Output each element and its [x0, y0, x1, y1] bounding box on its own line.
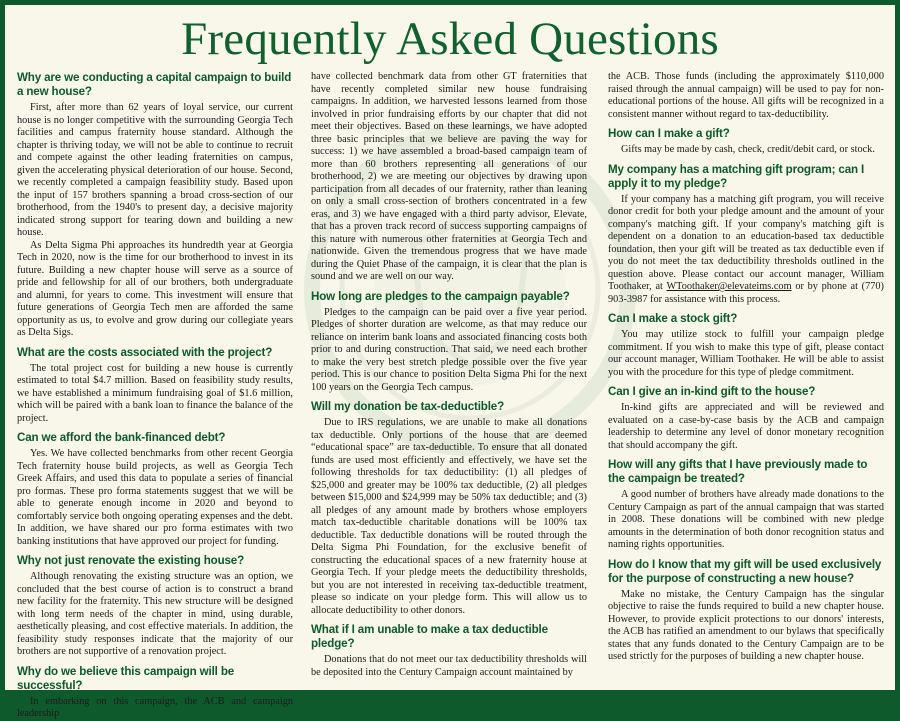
faq-answer-paragraph: A good number of brothers have already made donations to the Century Campaign as part of the annual campaign that was started in 2008. These donations will be combined with new pledge amounts in the determination of both donor recognition status and naming rights opportunities.	[608, 489, 884, 550]
faq-question: My company has a matching gift program; can I apply it to my pledge?	[608, 162, 865, 190]
faq-answer-paragraph: First, after more than 62 years of loyal service, our current house is no longer competitive with the surrounding Georgia Tech facilities and campus fraternity house standard. Although the chapter is thriving today, we will not be able to continue to recruit and compete against the other leading fraternities on campus, given the accelerating physical deterioration of our house. Second, we recently completed a campaign feasibility study. Based upon the input of 157 brothers spanning a broad cross-section of our brotherhood, from the 1940's to present day, a decisive majority indicated strong support for tearing down and building a new house.	[17, 102, 293, 238]
faq-answer-paragraph: Although renovating the existing structure was an option, we concluded that the best course of action is to construct a brand new facility for the fraternity. This new structure will be designed with long term needs of the chapter in mind, using durable, aesthetically pleasing, and cost effective materials. In addition, the feasibility study responses indicate that the majority of our brothers are not supportive of a renovation project.	[17, 571, 293, 657]
faq-answer-paragraph: have collected benchmark data from other GT fraternities that have recently completed similar new house fundraising campaigns. In addition, we harvested lessons learned from those involved in prior fundraising efforts by our chapter that did not meet their objectives. Based on these learnings, we have adopted three basic principles that we believe are paving the way for success: 1) we have assembled a broad-based campaign team of more than 60 brothers representing all generations of our brotherhood, 2) we are meeting our objectives by drawing upon participation from all decades of our fraternity, rather than leaning on only a small cross-section of brothers concentrated in a few eras, and 3) we have engaged with a third party advisor, Elevate, that has a proven track record of success supporting campaigns of this nature with numerous other fraternities at Georgia Tech and nationwide. Given the tremendous progress that we have made during the Quiet Phase of the campaign, it is clear that the plan is sound and we are well on our way.	[311, 71, 587, 282]
faq-answer-paragraph: Gifts may be made by cash, check, credit/debit card, or stock.	[621, 144, 875, 155]
faq-question: How will any gifts that I have previously made to the campaign be treated?	[608, 458, 868, 485]
faq-answer-paragraph: In embarking on this campaign, the ACB and campaign leadership	[17, 695, 293, 719]
faq-answer-paragraph: As Delta Sigma Phi approaches its hundredth year at Georgia Tech in 2020, now is the time for our brotherhood to invest in its future. Building a new chapter house will serve as a source of pride and fellowship for all of our brothers, both undergraduate and alumni, for years to come. This investment will ensure that future generations of Georgia Tech men are afforded the same opportunity as us, to evolve and grow during our collegiate years as Delta Sigs.	[17, 239, 293, 338]
faq-column-3	[608, 71, 884, 664]
faq-answer-paragraph: The total project cost for building a new house is currently estimated to total $4.7 million. Based on feasibility study results, we have established a minimum fundraising goal of $1.6 million, which will be paired with a bank loan to finance the balance of the project.	[17, 362, 293, 424]
faq-question: How long are pledges to the campaign payable?	[311, 289, 570, 303]
faq-answer-paragraph: Yes. We have collected benchmarks from other recent Georgia Tech fraternity house build projects, as well as Georgia Tech Greek Affairs, and used this data to populate a series of financial pro formas. These pro forma statements suggest that we will be able to generate enough income in 2020 and beyond to comfortably service both ongoing operating expenses and the debt. In addition, we have shared our pro forma estimates with two banking institutions that have approved our project for funding.	[17, 448, 293, 547]
faq-answer-paragraph: Due to IRS regulations, we are unable to make all donations tax deductible. Only portions of the house that are deemed “educational space” are tax-deductible. To ensure that all donated funds are used most efficiently and effectively, we have set the following thresholds for tax deductibility: (1) all pledges of $25,000 and greater may be 100% tax deductible, (2) all pledges between $15,000 and $24,999 may be 50% tax deductible; and (3) all pledges of any amount made by brothers whose employers match tax-deductible charitable donations will be 100% tax deductible. Tax deductible donations will be routed through the Delta Sigma Phi Foundation, for the exclusive benefit of constructing the educational spaces of a new fraternity house at Georgia Tech. If your pledge meets the deductibility thresholds, but you are not interested in receiving tax-deductible treatment, please so indicate on your pledge form. This will allow us to allocate deductibility to other donors.	[311, 417, 587, 616]
faq-question: Can I make a stock gift?	[608, 312, 738, 325]
faq-answer-paragraph: You may utilize stock to fulfill your campaign pledge commitment. If you wish to make this type of gift, please contact our account manager, William Toothaker. He will be able to assist you with the procedure for this type of pledge commitment.	[608, 329, 884, 378]
faq-answer-paragraph: the ACB. Those funds (including the approximately $110,000 raised through the annual campaign) will be used to pay for non-educational portions of the house. All gifts will be recognized in a consistent manner without regard to tax-deductibility.	[608, 71, 884, 120]
faq-question: Why not just renovate the existing house?	[17, 554, 245, 567]
faq-question: Can I give an in-kind gift to the house?	[608, 385, 816, 398]
faq-question: How can I make a gift?	[608, 127, 730, 140]
faq-page	[5, 5, 895, 719]
faq-question: Can we afford the bank-financed debt?	[17, 431, 226, 444]
faq-answer-paragraph: If your company has a matching gift program, you will receive donor credit for both your pledge amount and the amount of your company's matching gift. If your company's matching gift is dependent on a donation to an education-based tax deductible foundation, then your gift will be treated as tax deductible even if you do not meet the tax deductibility thresholds outlined in the question above. Please contact our account manager, William Toothaker, at WToothaker@elevateims.com or by phone at (770) 903-3987 for assistance with this process.	[608, 193, 884, 305]
faq-question: What if I am unable to make a tax deductible pledge?	[311, 623, 548, 650]
faq-question: Why do we believe this campaign will be successful?	[17, 664, 235, 692]
page-title: Frequently Asked Questions	[181, 13, 719, 65]
faq-question: How do I know that my gift will be used exclusively for the purpose of constructing a new house?	[608, 557, 882, 585]
email-link[interactable]: WToothaker@elevateims.com	[666, 281, 792, 292]
faq-column-2	[311, 71, 587, 679]
faq-answer-paragraph: Donations that do not meet our tax deductibility thresholds will be deposited into the Century Campaign account maintained by	[311, 654, 587, 678]
faq-answer-paragraph: Pledges to the campaign can be paid over a five year period. Pledges of shorter duration are welcome, as that may reduce our reliance on interim bank loans and associated financing costs both prior to and during construction. That said, we need each brother to make the very best stretch pledge possible over the five year period. This is our chance to position Delta Sigma Phi for the next 100 years on the Georgia Tech campus.	[311, 306, 587, 393]
faq-answer-paragraph: In-kind gifts are appreciated and will be reviewed and evaluated on a case-by-case basis by the ACB and campaign leadership to determine any level of donor monetary recognition that should accompany the gift.	[608, 402, 884, 451]
faq-question: What are the costs associated with the project?	[17, 345, 273, 359]
faq-answer-paragraph: Make no mistake, the Century Campaign has the singular objective to raise the funds required to build a new chapter house. However, to provide explicit protections to our donors' interests, the ACB has ratified an amendment to our bylaws that specifically states that any funds donated to the Century Campaign are to be used strictly for the purposes of building a new chapter house.	[608, 588, 884, 662]
faq-question: Why are we conducting a capital campaign to build a new house?	[17, 71, 292, 98]
faq-column-1	[17, 71, 293, 721]
faq-question: Will my donation be tax-deductible?	[311, 400, 505, 413]
